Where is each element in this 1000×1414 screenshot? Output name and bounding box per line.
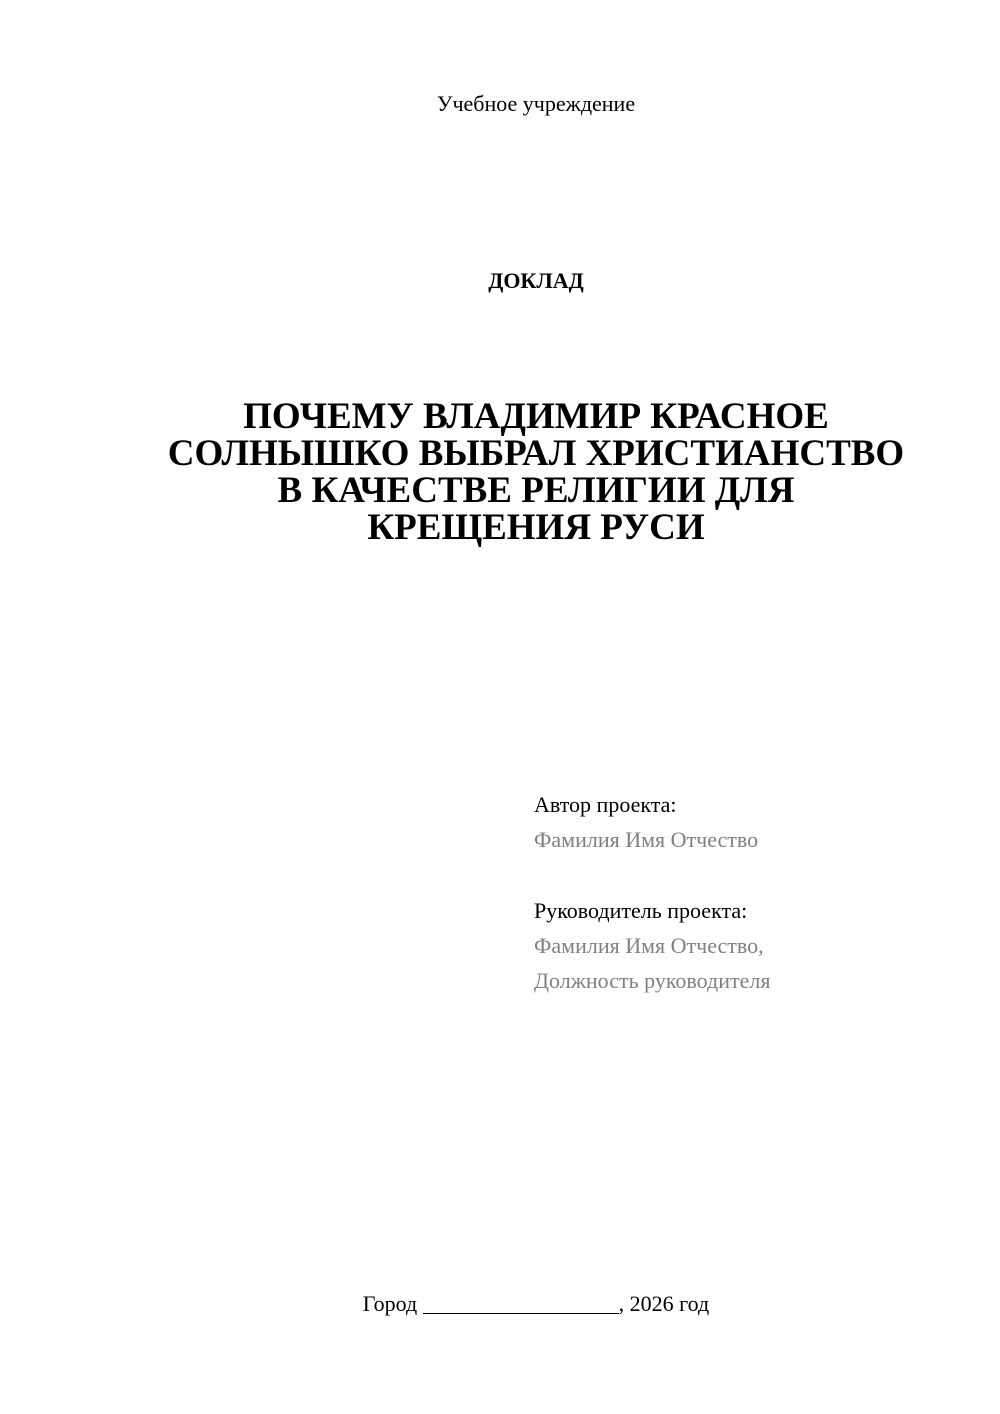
author-name: Фамилия Имя Отчество (534, 827, 759, 852)
document-type: ДОКЛАД (488, 268, 584, 293)
year-text: , 2026 год (618, 1291, 710, 1316)
author-label: Автор проекта: (534, 792, 677, 817)
credits-spacer (534, 857, 974, 893)
title-line: ПОЧЕМУ ВЛАДИМИР КРАСНОЕ (243, 396, 829, 437)
title-line: В КАЧЕСТВЕ РЕЛИГИИ ДЛЯ (277, 470, 795, 511)
city-label: Город (362, 1291, 423, 1316)
title-line: СОЛНЫШКО ВЫБРАЛ ХРИСТИАНСТВО (167, 433, 905, 474)
document-title (90, 398, 982, 546)
title-line: КРЕЩЕНИЯ РУСИ (367, 507, 705, 548)
supervisor-name: Фамилия Имя Отчество, (534, 933, 764, 958)
supervisor-position: Должность руководителя (534, 968, 771, 993)
institution-name: Учебное учреждение (436, 91, 636, 116)
supervisor-label: Руководитель проекта: (534, 898, 748, 923)
footer-city-year (0, 1289, 1000, 1319)
city-blank-line (423, 1291, 619, 1314)
credits-block (534, 787, 974, 998)
